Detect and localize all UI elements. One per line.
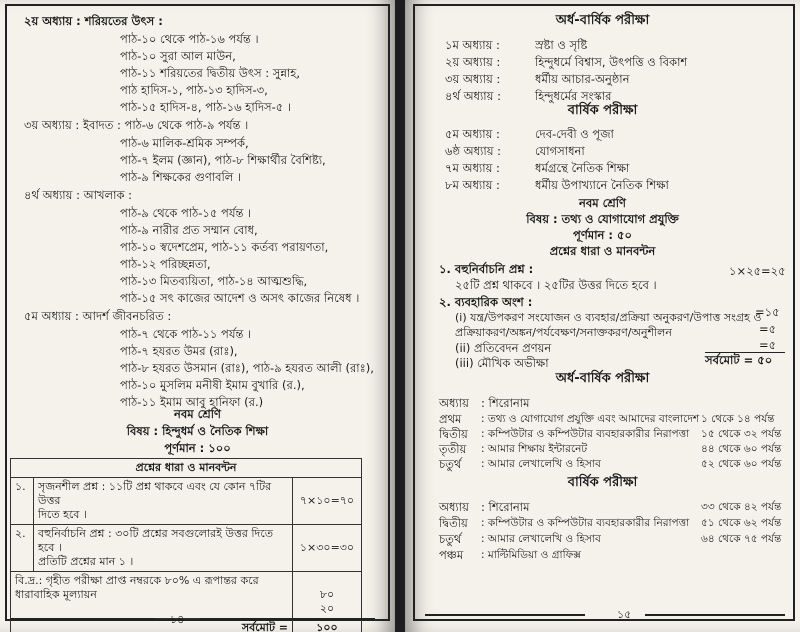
chapter-5-line: পাঠ-৮ হযরত উসমান (রাঃ), পাঠ-৯ হযরত আলী (রাঃ), [120, 361, 374, 375]
chapter-label: ১ম অধ্যায় : [445, 38, 500, 52]
chapter-4-line: পাঠ-১৫ সৎ কাজের আদেশ ও অসৎ কাজের নিষেধ । [120, 291, 360, 305]
practical-item: (iii) মৌখিক অভীক্ষা [455, 356, 549, 370]
chapter-title: : তথ্য ও যোগাযোগ প্রযুক্তি এবং আমাদের বাংলাদেশ [481, 413, 700, 425]
chapter-title: : কম্পিউটার ও কম্পিউটার ব্যবহারকারীর নিরাপত্তা [481, 428, 690, 440]
chapter-label: চতুর্থ [439, 532, 462, 546]
chapter-2-line: পাঠ-১০ থেকে পাঠ-১৬ পর্যন্ত । [120, 32, 259, 46]
page-number: ১৫ [617, 608, 632, 621]
chapter-pages: ১ থেকে ১৪ পর্যন্ত [701, 413, 775, 425]
header-chapter: অধ্যায় [439, 500, 469, 514]
value-20: ২০ [319, 602, 335, 615]
row-number: ২. [11, 525, 34, 572]
mcq-text: ২৫টি প্রশ্ন থাকবে । ২৫টির উত্তর দিতে হবে । [455, 278, 657, 292]
chapter-label: ৪র্থ অধ্যায় : [445, 89, 501, 103]
class-heading: নবম শ্রেণি [174, 407, 221, 421]
total-row [11, 619, 362, 632]
chapter-label: চতুর্থ [439, 457, 462, 471]
chapter-title: : কম্পিউটার ও কম্পিউটার ব্যবহারকারীর নিরাপত্তা [481, 517, 690, 529]
practical-item: (ii) প্রতিবেদন প্রণয়ন [455, 341, 552, 355]
chapter-label: ৫ম অধ্যায় : [445, 127, 500, 141]
chapter-2-title: ২য় অধ্যায় : শরিয়তের উৎস : [24, 14, 163, 28]
chapter-2-line: পাঠ-১১ শরিয়তের দ্বিতীয় উৎস : সুন্নাহ, [120, 66, 300, 80]
header-title: : শিরোনাম [481, 500, 530, 514]
chapter-topic: হিন্দুধর্মে বিশ্বাস, উৎপত্তি ও বিকাশ [535, 55, 688, 69]
chapter-label: পঞ্চম [439, 548, 464, 562]
chapter-label: ৬ষ্ঠ অধ্যায় : [445, 144, 502, 158]
chapter-topic: ধর্মীয় উপাখ্যানে নৈতিক শিক্ষা [535, 178, 669, 192]
subject-heading: বিষয় : তথ্য ও যোগাযোগ প্রযুক্তি [526, 212, 679, 226]
row-text-line: বহুনির্বাচনি প্রশ্ন : ৩০টি প্রশ্নের সবগুলোরই উত্তর দিতে হবে । [38, 527, 273, 554]
chapter-3-title: ৩য় অধ্যায় : ইবাদত : পাঠ-৬ থেকে পাঠ-৯ পর্যন্ত । [24, 118, 249, 132]
half-yearly-title: অর্ধ-বার্ষিক পরীক্ষা [555, 13, 650, 28]
note-line: বি.দ্র.: গৃহীত পরীক্ষা প্রাপ্ত নম্বরকে ৮০% এ রূপান্তর করে [15, 574, 259, 587]
chapter-topic: দেব-দেবী ও পূজা [535, 127, 614, 141]
marks-distribution-table [10, 458, 362, 632]
chapter-label: ৩য় অধ্যায় : [445, 72, 501, 86]
chapter-topic: ধর্মগ্রন্থে নৈতিক শিক্ষা [535, 161, 630, 175]
chapter-title: : আমার লেখালেখি ও হিসাব [481, 458, 601, 470]
chapter-label: দ্বিতীয় [439, 516, 468, 530]
practical-title: ২. ব্যবহারিক অংশ : [439, 295, 533, 309]
chapter-5-line: পাঠ-৭ থেকে পাঠ-১১ পর্যন্ত । [120, 327, 252, 341]
chapter-2-line: পাঠ হাদিস-১, পাঠ-১৩ হাদিস-৩, [120, 83, 268, 97]
chapter-label: ৮ম অধ্যায় : [445, 178, 500, 192]
book-gutter [395, 0, 405, 632]
row-calc: ১×৩০=৩০ [293, 525, 362, 572]
practical-value: =৫ [759, 338, 777, 352]
total-value: ১০০ [293, 619, 362, 632]
practical-value: =১৫ [755, 305, 780, 319]
chapter-pages: ৫১ থেকে ৬২ পর্যন্ত [701, 517, 782, 529]
table-title: প্রশ্নের ধারা ও মানবন্টন [11, 459, 362, 478]
chapter-5-title: ৫ম অধ্যায় : আদর্শ জীবনচরিত : [24, 309, 172, 323]
chapter-topic: হিন্দুধর্মের সংস্কার [535, 89, 612, 103]
row-text-line: সৃজনশীল প্রশ্ন : ১১টি প্রশ্ন থাকবে এবং যে কোন ৭টির উত্তর [38, 480, 272, 507]
chapter-label: ২য় অধ্যায় : [445, 55, 501, 69]
chapter-pages: ৫২ থেকে ৬০ পর্যন্ত [701, 458, 782, 470]
row-text-line: প্রতিটি প্রশ্নের মান ১ । [38, 555, 134, 568]
chapter-4-line: পাঠ-৯ নারীর প্রত সম্মান বোধ, [120, 223, 258, 237]
chapter-pages: ১৫ থেকে ৩২ পর্যন্ত [701, 428, 782, 440]
practical-value: =৫ [759, 322, 777, 336]
chapter-2-line: পাঠ-১৫ হাদিস-৪, পাঠ-১৬ হাদিস-৫ । [120, 100, 291, 114]
full-marks: পূর্ণমান : ১০০ [164, 441, 231, 455]
header-chapter: অধ্যায় [439, 396, 469, 410]
header-title: : শিরোনাম [481, 396, 530, 410]
distribution-title: প্রশ্নের ধারা ও মানবন্টন [549, 244, 656, 258]
right-page [405, 0, 800, 632]
table-row [11, 525, 362, 572]
chapter-2-line: পাঠ-১০ সুরা আল মাউন, [120, 49, 236, 63]
left-page [0, 0, 395, 632]
full-marks: পূর্ণমান : ৫০ [573, 228, 632, 242]
page-number-rule [10, 618, 155, 620]
practical-item: (i) যন্ত্র/উপকরণ সংযোজন ও ব্যবহার/প্রক্রিয়া অনুকরণ/উপাত্ত সংগ্রহ ও [455, 311, 762, 324]
chapter-label: ৭ম অধ্যায় : [445, 161, 500, 175]
chapter-4-line: পাঠ-১০ স্বদেশপ্রেম, পাঠ-১১ কর্তব্য পরায়ণতা, [120, 240, 329, 254]
chapter-4-title: ৪র্থ অধ্যায় : আখলাক : [24, 188, 133, 202]
page-number-rule [645, 614, 785, 616]
total: সর্বমোট = ৫০ [705, 353, 773, 367]
chapter-5-line: পাঠ-১০ মুসলিম মনীষী ইমাম বুখারি (র.), [120, 378, 305, 392]
half-yearly-title-2: অর্ধ-বার্ষিক পরীক্ষা [555, 371, 650, 386]
practical-item: প্রক্রিয়াকরণ/অঙ্কন/পর্যবেক্ষণ/সনাক্তকরণ/অনুশীলন [455, 326, 672, 339]
row-text [34, 525, 293, 572]
chapter-3-line: পাঠ-৯ শিক্ষকের গুণাবলি । [120, 170, 242, 184]
page-number: ১৪ [170, 613, 185, 626]
note-values [293, 572, 362, 619]
chapter-4-line: পাঠ-১২ পরিচ্ছন্নতা, [120, 257, 211, 271]
row-number: ১. [11, 478, 34, 525]
chapter-pages: ৬৪ থেকে ৭৫ পর্যন্ত [701, 533, 782, 545]
subject-heading: বিষয় : হিন্দুধর্ম ও নৈতিক শিক্ষা [126, 424, 269, 438]
annual-title-2: বার্ষিক পরীক্ষা [567, 475, 638, 490]
page-number-rule [200, 618, 375, 620]
table-title-row [11, 459, 362, 478]
chapter-topic: যোগসাধনা [535, 144, 585, 158]
page-number-rule [425, 614, 585, 616]
row-calc: ৭×১০=৭০ [293, 478, 362, 525]
chapter-5-line: পাঠ-১১ ইমাম আবু হানিফা (র.) [120, 395, 264, 409]
note-cell [11, 572, 293, 619]
chapter-title: : আমার শিক্ষায় ইন্টারনেট [481, 443, 588, 455]
chapter-label: প্রথম [439, 412, 462, 426]
mcq-title: ১. বহুনির্বাচনি প্রশ্ন : [439, 262, 534, 276]
row-text [34, 478, 293, 525]
chapter-4-line: পাঠ-৯ থেকে পাঠ-১৫ পর্যন্ত । [120, 206, 252, 220]
chapter-3-line: পাঠ-৭ ইলম (জ্ঞান), পাঠ-৮ শিক্ষার্থীর বৈশিষ্ট্য, [120, 153, 326, 167]
chapter-title: : মাল্টিমিডিয়া ও গ্রাফিক্স [481, 549, 581, 561]
chapter-topic: ধর্মীয় আচার-অনুষ্ঠান [535, 72, 630, 86]
chapter-title: : আমার লেখালেখি ও হিসাব [481, 533, 601, 545]
chapter-pages: ৩৩ থেকে ৪২ পর্যন্ত [701, 501, 782, 513]
chapter-3-line: পাঠ-৬ মালিক-শ্রমিক সম্পর্ক, [120, 136, 249, 150]
annual-title: বার্ষিক পরীক্ষা [567, 103, 638, 118]
value-80: ৮০ [319, 588, 335, 601]
mcq-calc: ১×২৫=২৫ [729, 264, 786, 278]
class-heading: নবম শ্রেণি [579, 196, 626, 210]
table-row [11, 478, 362, 525]
chapter-4-line: পাঠ-১৩ মিতব্যয়িতা, পাঠ-১৪ আত্মশুদ্ধি, [120, 274, 308, 288]
table-row [11, 572, 362, 619]
chapter-topic: স্রষ্টা ও সৃষ্টি [535, 38, 588, 52]
chapter-label: তৃতীয় [439, 442, 467, 456]
chapter-5-line: পাঠ-৭ হযরত উমর (রাঃ), [120, 344, 238, 358]
row-text-line: দিতে হবে । [38, 508, 87, 521]
total-label: সর্বমোট = [11, 619, 293, 632]
chapter-pages: ৪৪ থেকে ৬০ পর্যন্ত [701, 443, 782, 455]
note-line: ধারাবাহিক মূল্যায়ন [15, 588, 97, 601]
chapter-label: দ্বিতীয় [439, 427, 468, 441]
